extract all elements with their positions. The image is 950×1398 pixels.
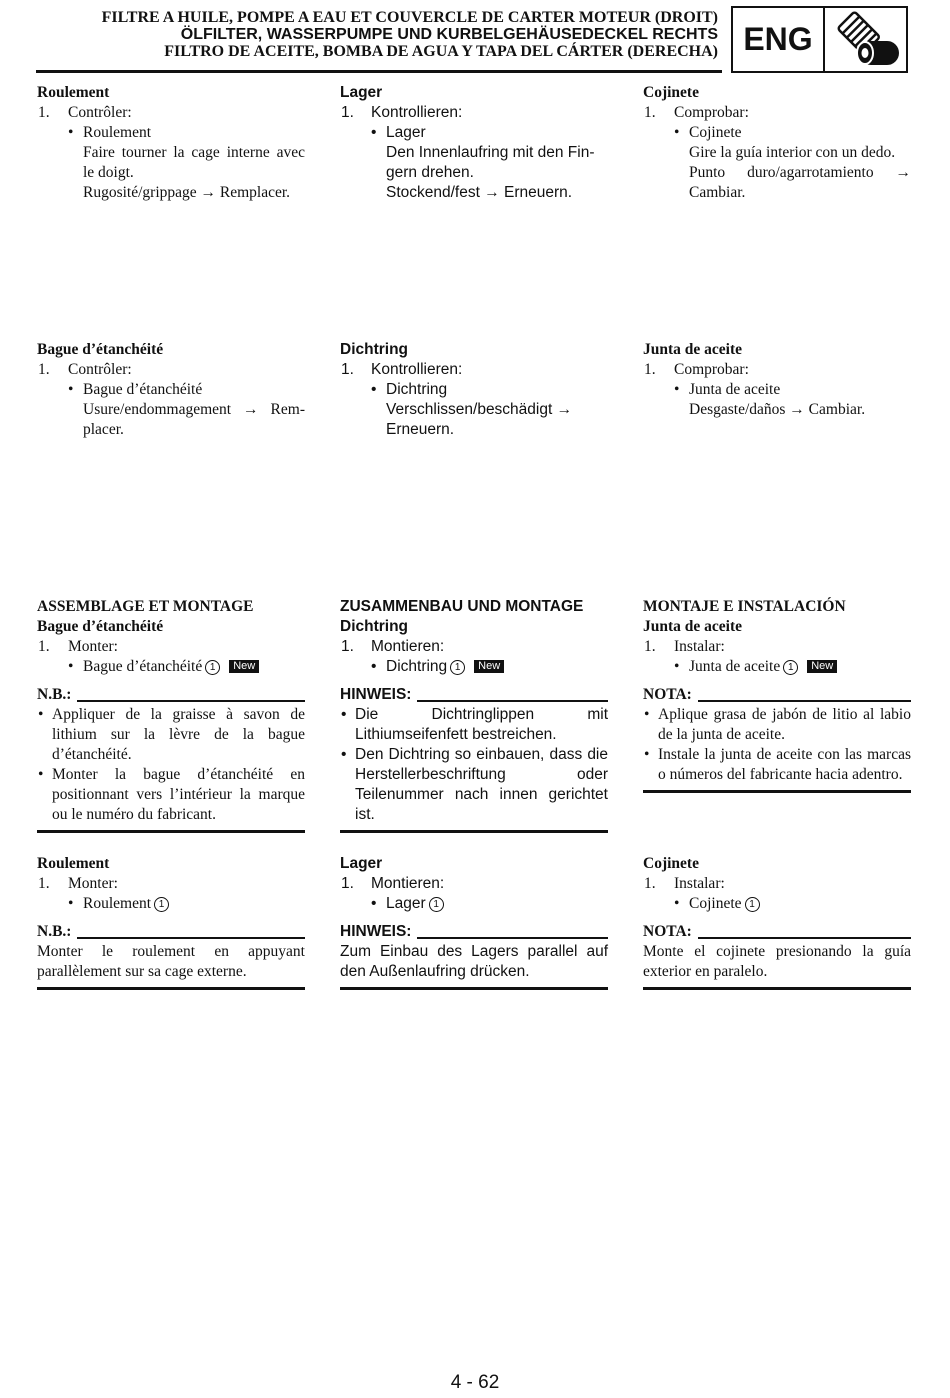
item-text: Lager — [386, 895, 426, 912]
note-label: NOTA: — [643, 923, 692, 940]
page-header-titles — [36, 9, 718, 60]
bullet-item — [643, 894, 911, 914]
detail-line: Den Innenlaufring mit den Fin- — [386, 144, 595, 161]
note-header — [37, 922, 305, 942]
section-heading: Lager — [340, 855, 383, 872]
step-line — [643, 874, 911, 894]
note-text: Die Dichtringlippen mit Lithiumseifenfett bestreichen. — [355, 706, 608, 743]
bullet-icon: • — [38, 766, 44, 783]
note-end-rule — [340, 830, 608, 833]
note-bullet — [340, 705, 608, 745]
step-line — [340, 874, 608, 894]
header-rule — [36, 70, 722, 73]
detail-line: Stockend/fest → Erneuern. — [386, 184, 573, 201]
new-part-badge: New — [474, 660, 504, 673]
step-text: Contrôler: — [68, 104, 132, 121]
detail-line: gern drehen. — [386, 164, 474, 181]
section-heading: Roulement — [37, 84, 110, 101]
note-text: Instale la junta de aceite con las marcas o números del fabricante hacia adentro. — [658, 746, 911, 783]
bullet-icon: • — [644, 746, 650, 763]
header-title-es: FILTRO DE ACEITE, BOMBA DE AGUA Y TAPA DEL CÁRTER (DERECHA) — [164, 43, 718, 60]
item-text: Bague d’étanchéité — [83, 381, 203, 398]
step-line — [37, 874, 305, 894]
fr-bearing-install — [37, 854, 305, 990]
note-end-rule — [37, 830, 305, 833]
step-number: 1. — [341, 104, 354, 121]
bullet-icon: • — [674, 124, 680, 141]
section-badge-divider — [823, 8, 825, 71]
bullet-item — [340, 657, 608, 677]
bullet-icon: • — [674, 895, 680, 912]
fr-assembly — [37, 597, 305, 833]
step-line — [340, 360, 608, 380]
section-heading: Cojinete — [643, 84, 699, 101]
step-number: 1. — [644, 638, 656, 655]
note-rule — [417, 700, 608, 702]
bullet-icon: • — [68, 658, 74, 675]
de-bearing-inspection — [340, 83, 608, 203]
bullet-item — [37, 894, 305, 914]
bullet-item — [340, 380, 608, 400]
item-text: Junta de aceite — [689, 381, 781, 398]
item-text: Dichtring — [386, 381, 448, 398]
note-rule — [77, 937, 305, 939]
section-heading: Dichtring — [340, 618, 409, 635]
es-seal-inspection — [643, 340, 911, 420]
es-assembly — [643, 597, 911, 793]
note-text: Aplique grasa de jabón de litio al labio de la junta de aceite. — [658, 706, 911, 743]
bullet-item — [37, 123, 305, 143]
header-title-fr: FILTRE A HUILE, POMPE A EAU ET COUVERCLE DE CARTER MOTEUR (DROIT) — [101, 9, 718, 26]
detail-line: Usure/endommagement → Rem- — [83, 401, 305, 418]
step-number: 1. — [38, 875, 50, 892]
callout-number: 1 — [450, 660, 465, 675]
fr-bearing-inspection — [37, 83, 305, 203]
step-number: 1. — [38, 361, 50, 378]
item-text: Bague d’étanchéité — [83, 658, 203, 675]
step-number: 1. — [644, 104, 656, 121]
step-text: Montieren: — [371, 638, 445, 655]
item-text: Cojinete — [689, 124, 742, 141]
step-line — [340, 637, 608, 657]
detail-line: Faire tourner la cage interne avec — [83, 144, 305, 161]
bullet-item — [643, 380, 911, 400]
step-number: 1. — [341, 361, 354, 378]
note-text: Den Dichtring so einbauen, dass die Herstellerbeschriftung oder Teilenummer nach innen gerichtet ist. — [355, 746, 608, 823]
note-header — [643, 685, 911, 705]
engine-icon — [829, 11, 905, 69]
step-line — [643, 360, 911, 380]
note-label: HINWEIS: — [340, 923, 412, 940]
item-text: Cojinete — [689, 895, 742, 912]
step-line — [37, 637, 305, 657]
de-bearing-install — [340, 854, 608, 990]
section-heading: Dichtring — [340, 341, 409, 358]
note-text: Monter le roulement en appuyant parallèlement sur sa cage externe. — [37, 943, 305, 980]
step-text: Contrôler: — [68, 361, 132, 378]
callout-number: 1 — [154, 897, 169, 912]
note-rule — [698, 937, 911, 939]
bullet-icon: • — [674, 381, 680, 398]
assembly-title: ASSEMBLAGE ET MONTAGE — [37, 598, 254, 615]
step-number: 1. — [341, 638, 354, 655]
section-label: ENG — [743, 21, 813, 57]
note-bullet — [643, 705, 911, 745]
step-text: Kontrollieren: — [371, 104, 463, 121]
detail-line: Erneuern. — [386, 421, 455, 438]
assembly-title: MONTAJE E INSTALACIÓN — [643, 598, 846, 615]
note-label: N.B.: — [37, 923, 72, 940]
note-end-rule — [37, 987, 305, 990]
bullet-icon: • — [341, 746, 347, 763]
detail-line: Verschlissen/beschädigt → — [386, 401, 573, 418]
section-heading: Cojinete — [643, 855, 699, 872]
note-rule — [698, 700, 911, 702]
item-text: Roulement — [83, 124, 152, 141]
note-label: HINWEIS: — [340, 686, 412, 703]
es-bearing-install — [643, 854, 911, 990]
item-text: Roulement — [83, 895, 152, 912]
section-badge — [731, 6, 908, 73]
bullet-item — [37, 657, 305, 677]
bullet-icon: • — [68, 124, 74, 141]
note-end-rule — [643, 987, 911, 990]
bullet-icon: • — [371, 381, 377, 398]
note-end-rule — [340, 987, 608, 990]
bullet-icon: • — [371, 124, 377, 141]
detail-line: Desgaste/daños → Cambiar. — [689, 401, 866, 418]
de-seal-inspection — [340, 340, 608, 440]
note-end-rule — [643, 790, 911, 793]
callout-number: 1 — [205, 660, 220, 675]
note-text: Zum Einbau des Lagers parallel auf den Außenlaufring drücken. — [340, 943, 608, 980]
section-heading: Bague d’étanchéité — [37, 341, 164, 358]
bullet-item — [643, 123, 911, 143]
bullet-item — [340, 123, 608, 143]
note-bullet — [37, 765, 305, 825]
detail-line: placer. — [83, 421, 124, 438]
bullet-icon: • — [674, 658, 680, 675]
bullet-icon: • — [341, 706, 347, 723]
step-line — [643, 637, 911, 657]
section-heading: Lager — [340, 84, 383, 101]
step-number: 1. — [644, 875, 656, 892]
bullet-item — [37, 380, 305, 400]
step-line — [643, 103, 911, 123]
callout-number: 1 — [783, 660, 798, 675]
note-bullet — [37, 705, 305, 765]
section-heading: Roulement — [37, 855, 110, 872]
detail-line: Gire la guía interior con un dedo. — [689, 144, 896, 161]
bullet-item — [340, 894, 608, 914]
step-number: 1. — [38, 104, 50, 121]
es-bearing-inspection — [643, 83, 911, 203]
item-text: Lager — [386, 124, 426, 141]
new-part-badge: New — [229, 660, 259, 673]
bullet-icon: • — [644, 706, 650, 723]
step-line — [37, 360, 305, 380]
step-line — [340, 103, 608, 123]
section-heading: Junta de aceite — [643, 618, 743, 635]
de-assembly — [340, 597, 608, 833]
step-text: Comprobar: — [674, 104, 749, 121]
new-part-badge: New — [807, 660, 837, 673]
note-label: NOTA: — [643, 686, 692, 703]
section-heading: Junta de aceite — [643, 341, 743, 358]
note-bullet — [340, 745, 608, 825]
header-title-de: ÖLFILTER, WASSERPUMPE UND KURBELGEHÄUSEDECKEL RECHTS — [180, 26, 718, 43]
bullet-icon: • — [68, 381, 74, 398]
item-text: Junta de aceite — [689, 658, 781, 675]
step-text: Kontrollieren: — [371, 361, 463, 378]
section-heading: Bague d’étanchéité — [37, 618, 164, 635]
note-rule — [417, 937, 608, 939]
bullet-icon: • — [38, 706, 44, 723]
callout-number: 1 — [745, 897, 760, 912]
note-text: Monter la bague d’étanchéité en positionnant vers l’intérieur la marque ou le numéro du fabricant. — [52, 766, 305, 823]
item-text: Dichtring — [386, 658, 448, 675]
step-text: Montieren: — [371, 875, 445, 892]
note-header — [340, 922, 608, 942]
step-number: 1. — [341, 875, 354, 892]
step-text: Monter: — [68, 638, 118, 655]
step-line — [37, 103, 305, 123]
note-rule — [77, 700, 305, 702]
assembly-title: ZUSAMMENBAU UND MONTAGE — [340, 598, 584, 615]
detail-line: le doigt. — [83, 164, 134, 181]
callout-number: 1 — [429, 897, 444, 912]
bullet-icon: • — [68, 895, 74, 912]
note-header — [340, 685, 608, 705]
note-header — [37, 685, 305, 705]
step-number: 1. — [644, 361, 656, 378]
note-label: N.B.: — [37, 686, 72, 703]
note-bullet — [643, 745, 911, 785]
detail-line: Rugosité/grippage → Remplacer. — [83, 184, 291, 201]
note-text: Monte el cojinete presionando la guía exterior en paralelo. — [643, 943, 911, 980]
note-header — [643, 922, 911, 942]
step-text: Monter: — [68, 875, 118, 892]
step-text: Instalar: — [674, 875, 725, 892]
step-text: Comprobar: — [674, 361, 749, 378]
detail-line: Cambiar. — [689, 184, 746, 201]
bullet-icon: • — [371, 895, 377, 912]
page-number: 4 - 62 — [450, 1372, 500, 1393]
step-number: 1. — [38, 638, 50, 655]
bullet-icon: • — [371, 658, 377, 675]
detail-line: Punto duro/agarrotamiento → — [689, 164, 911, 181]
step-text: Instalar: — [674, 638, 725, 655]
bullet-item — [643, 657, 911, 677]
fr-seal-inspection — [37, 340, 305, 440]
note-text: Appliquer de la graisse à savon de lithium sur la lèvre de la bague d’étanchéité. — [52, 706, 305, 763]
